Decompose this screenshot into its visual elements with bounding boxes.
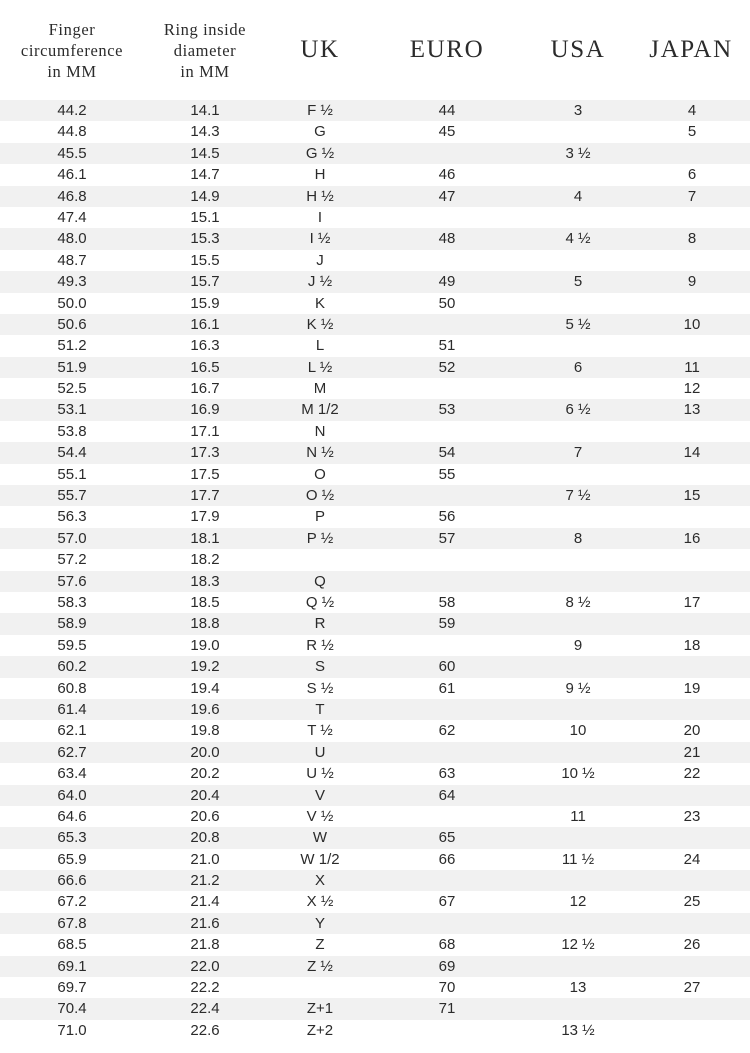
cell-japan: 18 (683, 636, 701, 654)
cell-usa: 13 ½ (561, 1021, 595, 1039)
cell-usa: 11 (570, 807, 586, 825)
cell-uk: P ½ (306, 529, 334, 547)
cell-ring-diameter: 15.7 (190, 273, 220, 291)
cell-usa: 3 ½ (565, 144, 591, 162)
cell-finger-circumference: 45.5 (57, 144, 87, 162)
cell-finger-circumference: 63.4 (57, 765, 87, 783)
cell-usa: 12 ½ (561, 936, 595, 954)
cell-finger-circumference: 61.4 (57, 700, 87, 718)
cell-finger-circumference: 70.4 (57, 1000, 87, 1018)
cell-usa: 8 (573, 529, 583, 547)
cell-ring-diameter: 22.0 (190, 957, 220, 975)
cell-euro: 60 (438, 658, 456, 676)
cell-ring-diameter: 18.5 (190, 593, 220, 611)
cell-finger-circumference: 60.2 (57, 658, 87, 676)
cell-finger-circumference: 62.7 (57, 743, 87, 761)
cell-ring-diameter: 21.4 (190, 893, 220, 911)
table-row (0, 143, 750, 164)
table-row (0, 720, 750, 741)
cell-euro: 45 (438, 123, 456, 141)
cell-japan: 17 (683, 593, 701, 611)
cell-euro: 62 (438, 722, 456, 740)
cell-usa: 7 ½ (565, 487, 591, 505)
cell-uk: X ½ (306, 893, 334, 911)
cell-finger-circumference: 69.1 (57, 957, 87, 975)
cell-ring-diameter: 22.6 (190, 1021, 220, 1039)
cell-uk: K ½ (306, 315, 334, 333)
cell-finger-circumference: 66.6 (57, 872, 87, 890)
cell-euro: 47 (438, 187, 456, 205)
header-uk: UK (300, 36, 340, 63)
cell-ring-diameter: 19.8 (190, 722, 220, 740)
header-japan: JAPAN (649, 36, 733, 63)
cell-japan: 27 (683, 979, 701, 997)
cell-finger-circumference: 48.7 (57, 251, 87, 269)
cell-ring-diameter: 14.7 (190, 166, 220, 184)
cell-euro: 51 (438, 337, 456, 355)
cell-japan: 22 (683, 765, 701, 783)
table-row (0, 934, 750, 955)
cell-usa: 10 ½ (561, 765, 595, 783)
cell-ring-diameter: 20.8 (190, 829, 220, 847)
cell-uk: Z+2 (306, 1021, 334, 1039)
cell-usa: 7 (573, 444, 583, 462)
table-row (0, 228, 750, 249)
table-row (0, 485, 750, 506)
cell-finger-circumference: 69.7 (57, 979, 87, 997)
cell-euro: 55 (438, 465, 456, 483)
table-row (0, 186, 750, 207)
cell-euro: 63 (438, 765, 456, 783)
cell-japan: 25 (683, 893, 701, 911)
table-header (0, 0, 750, 100)
cell-uk: Z (315, 936, 325, 954)
cell-ring-diameter: 16.1 (190, 315, 220, 333)
table-row (0, 421, 750, 442)
cell-finger-circumference: 48.0 (57, 230, 87, 248)
cell-finger-circumference: 58.3 (57, 593, 87, 611)
cell-uk: V (314, 786, 326, 804)
table-row (0, 571, 750, 592)
cell-japan: 14 (683, 444, 701, 462)
cell-usa: 9 ½ (565, 679, 591, 697)
cell-uk: O ½ (305, 487, 335, 505)
cell-ring-diameter: 17.5 (190, 465, 220, 483)
cell-finger-circumference: 53.8 (57, 422, 87, 440)
cell-finger-circumference: 49.3 (57, 273, 87, 291)
cell-ring-diameter: 19.2 (190, 658, 220, 676)
cell-finger-circumference: 46.8 (57, 187, 87, 205)
cell-finger-circumference: 71.0 (57, 1021, 87, 1039)
cell-usa: 6 (573, 358, 583, 376)
cell-japan: 9 (687, 273, 697, 291)
cell-ring-diameter: 17.1 (190, 422, 220, 440)
cell-finger-circumference: 56.3 (57, 508, 87, 526)
table-row (0, 742, 750, 763)
cell-japan: 4 (687, 102, 697, 119)
cell-japan: 11 (684, 358, 700, 376)
cell-euro: 46 (438, 166, 456, 184)
cell-uk: Q ½ (305, 593, 335, 611)
cell-ring-diameter: 14.5 (190, 144, 220, 162)
table-row (0, 250, 750, 271)
cell-usa: 3 (573, 102, 583, 119)
cell-euro: 70 (438, 979, 456, 997)
cell-japan: 12 (683, 380, 701, 398)
cell-euro: 50 (438, 294, 456, 312)
cell-ring-diameter: 17.7 (190, 487, 220, 505)
cell-finger-circumference: 50.0 (57, 294, 87, 312)
cell-ring-diameter: 19.4 (190, 679, 220, 697)
cell-uk: S ½ (306, 679, 334, 697)
cell-euro: 68 (438, 936, 456, 954)
cell-uk: T ½ (307, 722, 333, 740)
table-row (0, 293, 750, 314)
table-row (0, 785, 750, 806)
cell-ring-diameter: 14.9 (190, 187, 220, 205)
cell-ring-diameter: 18.3 (190, 572, 220, 590)
cell-uk: J ½ (307, 273, 333, 291)
cell-japan: 8 (687, 230, 697, 248)
cell-uk: R (314, 615, 326, 633)
cell-finger-circumference: 65.3 (57, 829, 87, 847)
cell-euro: 54 (438, 444, 456, 462)
cell-ring-diameter: 18.2 (190, 551, 220, 569)
cell-finger-circumference: 57.6 (57, 572, 87, 590)
table-row (0, 314, 750, 335)
cell-japan: 26 (683, 936, 701, 954)
cell-ring-diameter: 15.9 (190, 294, 220, 312)
cell-usa: 5 ½ (565, 315, 591, 333)
cell-uk: O (314, 465, 326, 483)
cell-finger-circumference: 46.1 (57, 166, 87, 184)
cell-usa: 4 ½ (565, 230, 591, 248)
cell-finger-circumference: 67.2 (57, 893, 87, 911)
cell-usa: 6 ½ (565, 401, 591, 419)
cell-uk: L ½ (307, 358, 333, 376)
cell-uk: W (312, 829, 328, 847)
cell-uk: H (314, 166, 326, 184)
cell-uk: Q (314, 572, 326, 590)
cell-ring-diameter: 19.0 (190, 636, 220, 654)
table-row (0, 528, 750, 549)
cell-finger-circumference: 55.1 (57, 465, 87, 483)
table-row (0, 913, 750, 934)
cell-ring-diameter: 17.3 (190, 444, 220, 462)
cell-uk: U ½ (306, 765, 334, 783)
cell-uk: N (314, 422, 326, 440)
cell-euro: 49 (438, 273, 456, 291)
cell-euro: 67 (438, 893, 456, 911)
cell-usa: 8 ½ (565, 593, 591, 611)
cell-euro: 56 (438, 508, 456, 526)
table-row (0, 506, 750, 527)
cell-euro: 64 (438, 786, 456, 804)
cell-finger-circumference: 57.0 (57, 529, 87, 547)
header-usa: USA (550, 36, 606, 63)
cell-uk: S (314, 658, 326, 676)
cell-uk: I ½ (309, 230, 331, 248)
table-row (0, 100, 750, 121)
cell-euro: 57 (438, 529, 456, 547)
table-row (0, 678, 750, 699)
cell-ring-diameter: 19.6 (190, 700, 220, 718)
cell-finger-circumference: 58.9 (57, 615, 87, 633)
cell-uk: N ½ (306, 444, 334, 462)
cell-usa: 11 ½ (561, 850, 595, 868)
table-row (0, 592, 750, 613)
table-body (0, 100, 750, 1041)
table-row (0, 121, 750, 142)
table-row (0, 806, 750, 827)
cell-ring-diameter: 21.0 (190, 850, 220, 868)
cell-uk: W 1/2 (300, 850, 340, 868)
table-row (0, 442, 750, 463)
cell-uk: P (314, 508, 326, 526)
table-row (0, 335, 750, 356)
cell-uk: G (314, 123, 326, 141)
cell-finger-circumference: 53.1 (57, 401, 87, 419)
cell-usa: 9 (573, 636, 583, 654)
cell-usa: 10 (569, 722, 587, 740)
cell-finger-circumference: 68.5 (57, 936, 87, 954)
cell-euro: 69 (438, 957, 456, 975)
table-row (0, 699, 750, 720)
table-row (0, 164, 750, 185)
cell-ring-diameter: 14.3 (190, 123, 220, 141)
cell-japan: 5 (687, 123, 697, 141)
cell-ring-diameter: 16.9 (190, 401, 220, 419)
cell-euro: 58 (438, 593, 456, 611)
cell-uk: Z ½ (307, 957, 333, 975)
cell-finger-circumference: 55.7 (57, 487, 87, 505)
cell-euro: 66 (438, 850, 456, 868)
cell-finger-circumference: 57.2 (57, 551, 87, 569)
cell-usa: 5 (573, 273, 583, 291)
cell-uk: T (315, 700, 325, 718)
cell-finger-circumference: 67.8 (57, 914, 87, 932)
cell-euro: 71 (438, 1000, 456, 1018)
cell-ring-diameter: 21.2 (190, 872, 220, 890)
cell-finger-circumference: 65.9 (57, 850, 87, 868)
cell-uk: J (316, 251, 324, 269)
cell-japan: 23 (683, 807, 701, 825)
cell-usa: 12 (569, 893, 587, 911)
cell-finger-circumference: 44.2 (57, 102, 87, 119)
cell-ring-diameter: 15.3 (190, 230, 220, 248)
cell-japan: 6 (687, 166, 697, 184)
table-row (0, 849, 750, 870)
table-row (0, 870, 750, 891)
cell-euro: 44 (438, 102, 456, 119)
cell-finger-circumference: 64.0 (57, 786, 87, 804)
cell-finger-circumference: 62.1 (57, 722, 87, 740)
cell-ring-diameter: 21.8 (190, 936, 220, 954)
table-row (0, 207, 750, 228)
cell-euro: 52 (438, 358, 456, 376)
cell-uk: X (314, 872, 326, 890)
table-row (0, 763, 750, 784)
table-row (0, 827, 750, 848)
cell-euro: 61 (438, 679, 456, 697)
cell-finger-circumference: 44.8 (57, 123, 87, 141)
cell-japan: 20 (683, 722, 701, 740)
table-row (0, 977, 750, 998)
cell-ring-diameter: 17.9 (190, 508, 220, 526)
cell-ring-diameter: 14.1 (190, 102, 220, 119)
cell-uk: Z+1 (306, 1000, 334, 1018)
cell-uk: L (315, 337, 325, 355)
cell-uk: U (314, 743, 326, 761)
cell-ring-diameter: 16.7 (190, 380, 220, 398)
cell-uk: F ½ (307, 102, 333, 119)
cell-finger-circumference: 64.6 (57, 807, 87, 825)
cell-ring-diameter: 22.4 (190, 1000, 220, 1018)
cell-ring-diameter: 18.8 (190, 615, 220, 633)
cell-uk: R ½ (306, 636, 334, 654)
header-ring-diameter: Ring inside diameter in MM (163, 19, 247, 81)
cell-finger-circumference: 52.5 (57, 380, 87, 398)
cell-ring-diameter: 16.5 (190, 358, 220, 376)
table-row (0, 464, 750, 485)
table-row (0, 656, 750, 677)
header-finger-circumference: Finger circumference in MM (20, 19, 124, 81)
cell-ring-diameter: 16.3 (190, 337, 220, 355)
table-row (0, 613, 750, 634)
cell-uk: Y (314, 914, 326, 932)
cell-japan: 13 (683, 401, 701, 419)
cell-ring-diameter: 21.6 (190, 914, 220, 932)
table-row (0, 891, 750, 912)
table-row (0, 1020, 750, 1041)
cell-finger-circumference: 47.4 (57, 208, 87, 226)
cell-uk: M (313, 380, 327, 398)
cell-uk: H ½ (306, 187, 334, 205)
cell-finger-circumference: 50.6 (57, 315, 87, 333)
cell-ring-diameter: 20.2 (190, 765, 220, 783)
cell-uk: I (317, 208, 323, 226)
table-row (0, 271, 750, 292)
cell-ring-diameter: 15.5 (190, 251, 220, 269)
cell-euro: 59 (438, 615, 456, 633)
cell-japan: 7 (687, 187, 697, 205)
cell-uk: G ½ (305, 144, 335, 162)
cell-finger-circumference: 51.2 (57, 337, 87, 355)
cell-finger-circumference: 54.4 (57, 444, 87, 462)
cell-usa: 4 (573, 187, 583, 205)
cell-japan: 21 (683, 743, 701, 761)
table-row (0, 998, 750, 1019)
cell-euro: 48 (438, 230, 456, 248)
cell-finger-circumference: 59.5 (57, 636, 87, 654)
cell-ring-diameter: 15.1 (190, 208, 220, 226)
cell-uk: M 1/2 (301, 401, 339, 419)
cell-usa: 13 (569, 979, 587, 997)
table-row (0, 378, 750, 399)
cell-japan: 10 (683, 315, 701, 333)
table-row (0, 956, 750, 977)
table-row (0, 549, 750, 570)
cell-finger-circumference: 60.8 (57, 679, 87, 697)
cell-japan: 24 (683, 850, 701, 868)
cell-japan: 16 (683, 529, 701, 547)
cell-finger-circumference: 51.9 (57, 358, 87, 376)
cell-ring-diameter: 18.1 (190, 529, 220, 547)
cell-euro: 65 (438, 829, 456, 847)
table-row (0, 399, 750, 420)
cell-ring-diameter: 22.2 (190, 979, 220, 997)
table-row (0, 635, 750, 656)
cell-ring-diameter: 20.0 (190, 743, 220, 761)
cell-uk: K (314, 294, 326, 312)
cell-ring-diameter: 20.4 (190, 786, 220, 804)
table-row (0, 357, 750, 378)
cell-uk: V ½ (306, 807, 334, 825)
cell-japan: 15 (683, 487, 701, 505)
cell-euro: 53 (438, 401, 456, 419)
cell-japan: 19 (683, 679, 701, 697)
cell-ring-diameter: 20.6 (190, 807, 220, 825)
header-euro: EURO (409, 36, 485, 63)
